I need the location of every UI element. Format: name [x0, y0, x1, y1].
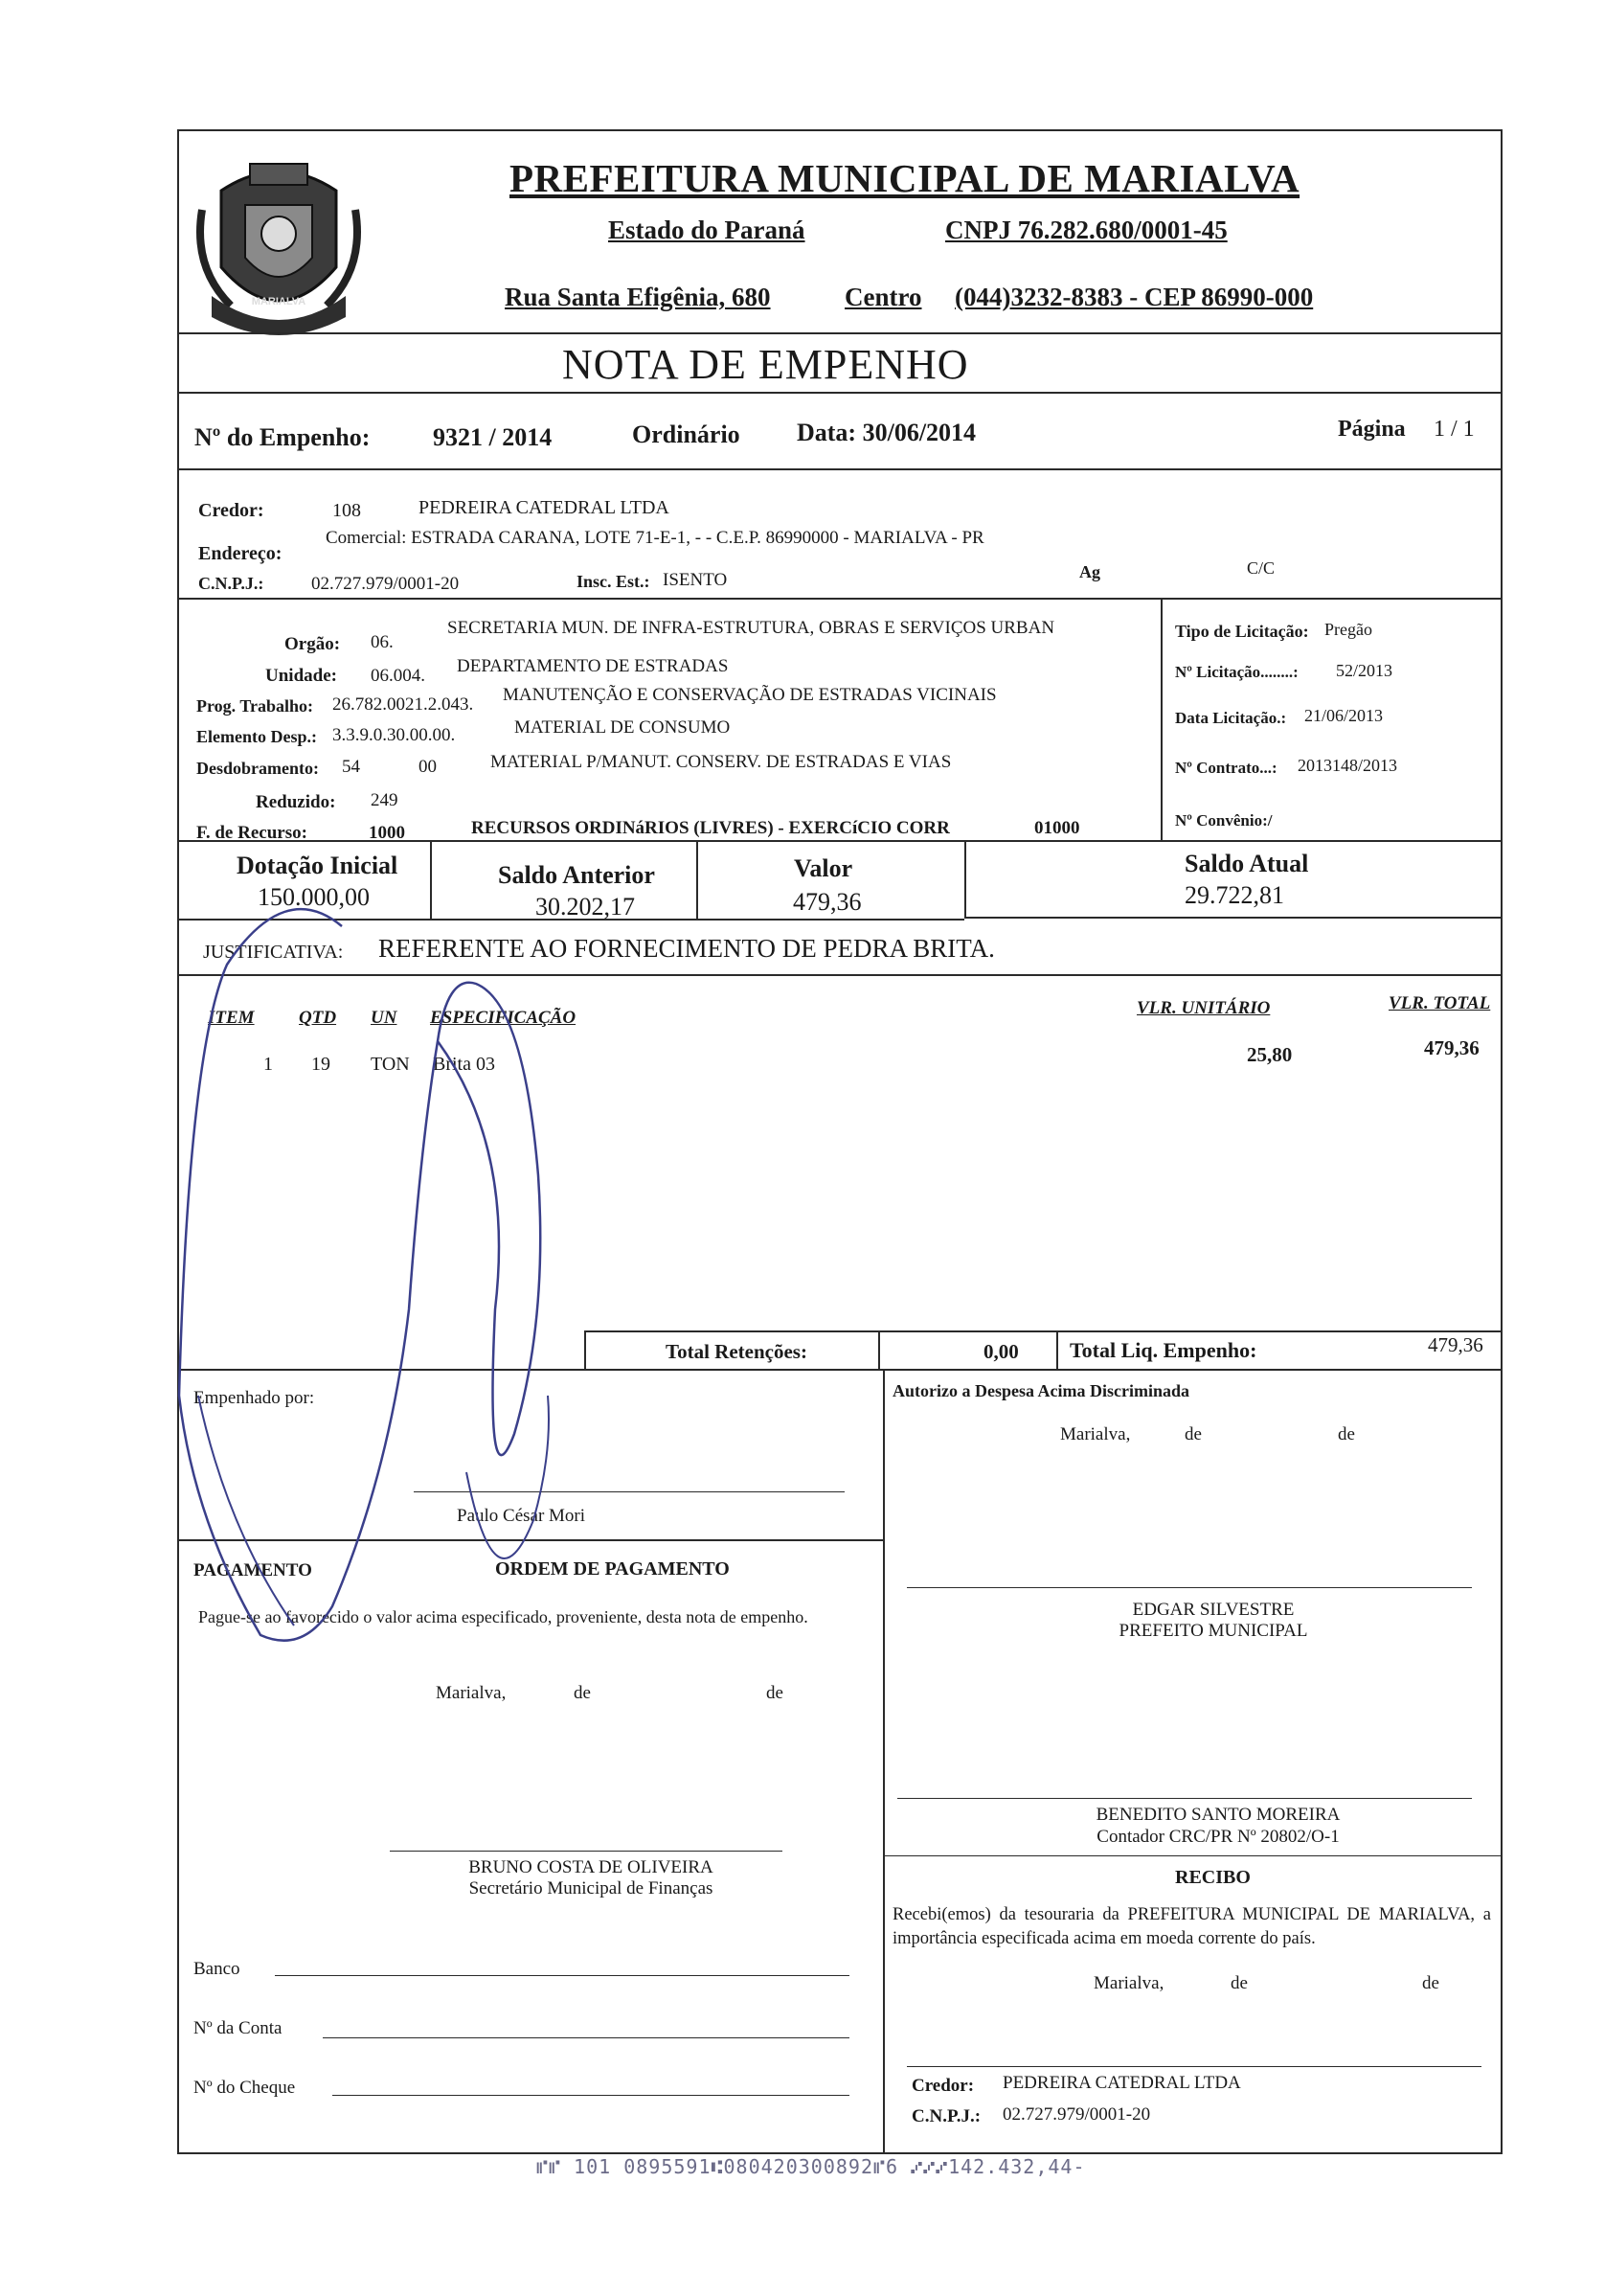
header-item: ITEM — [208, 1008, 255, 1028]
signature-line — [907, 1587, 1472, 1588]
licitacao-date: 21/06/2013 — [1304, 706, 1384, 725]
signature-line — [897, 1798, 1472, 1799]
credor-label: Credor: — [198, 500, 264, 521]
licitacao-type-label: Tipo de Licitação: — [1175, 622, 1309, 641]
row-specification: Brita 03 — [433, 1054, 495, 1075]
recibo-label: RECIBO — [1175, 1867, 1251, 1888]
contador-role: Contador CRC/PR Nº 20802/O-1 — [1096, 1827, 1340, 1847]
row-unit-value: 25,80 — [1247, 1043, 1293, 1066]
ordem-pagamento-label: ORDEM DE PAGAMENTO — [495, 1558, 730, 1580]
recurso-name: RECURSOS ORDINáRIOS (LIVRES) - EXERCíCIO CORR — [471, 818, 950, 838]
divider — [883, 1369, 885, 2152]
recurso-code: 1000 — [369, 823, 405, 843]
pagamento-de-1: de — [574, 1683, 591, 1703]
unidade-name: DEPARTAMENTO DE ESTRADAS — [457, 656, 729, 676]
pagamento-label: PAGAMENTO — [193, 1560, 312, 1580]
dotacao-value: 150.000,00 — [258, 883, 370, 911]
divider — [179, 1539, 883, 1541]
credor-name: PEDREIRA CATEDRAL LTDA — [418, 497, 669, 518]
header-unit-value: VLR. UNITÁRIO — [1137, 998, 1271, 1018]
retencoes-label: Total Retenções: — [666, 1340, 807, 1363]
autorizo-text: Autorizo a Despesa Acima Discriminada — [893, 1381, 1189, 1400]
liquid-label: Total Liq. Empenho: — [1070, 1338, 1257, 1362]
saldo-atual-value: 29.722,81 — [1185, 881, 1284, 909]
street-address: Rua Santa Efigênia, 680 — [505, 283, 771, 311]
licitacao-date-label: Data Licitação.: — [1175, 709, 1287, 727]
signature-line — [414, 1491, 845, 1492]
phone-cep: (044)3232-8383 - CEP 86990-000 — [955, 283, 1314, 311]
divider — [878, 1330, 880, 1369]
prefeito-role: PREFEITO MUNICIPAL — [1119, 1621, 1308, 1641]
recibo-text: Recebi(emos) da tesouraria da PREFEITURA MUNICIPAL DE MARIALVA, a importância especificada acima em moeda corrente do país. — [893, 1905, 1491, 1948]
saldo-atual-label: Saldo Atual — [1185, 850, 1309, 877]
autorizo-de-2: de — [1338, 1424, 1355, 1444]
autorizo-de-1: de — [1185, 1424, 1202, 1444]
footer-code: ⑈⑈ 101 0895591⑆080420300892⑈6 ⑇⑇⑇142.432,44- — [536, 2155, 1086, 2178]
pagamento-text: Pague-se ao favorecido o valor acima especificado, proveniente, desta nota de empenho. — [198, 1607, 808, 1626]
divider — [1161, 598, 1163, 840]
divider — [179, 1369, 1501, 1371]
reduzido-label: Reduzido: — [256, 792, 336, 812]
desdobramento-name: MATERIAL P/MANUT. CONSERV. DE ESTRADAS E VIAS — [490, 752, 952, 772]
crest-text: MARIALVA — [251, 296, 306, 307]
divider — [179, 392, 1501, 394]
recibo-credor: PEDREIRA CATEDRAL LTDA — [1003, 2073, 1241, 2093]
orgao-label: Orgão: — [284, 634, 341, 654]
recibo-cnpj-label: C.N.P.J.: — [912, 2106, 982, 2126]
recibo-credor-label: Credor: — [912, 2076, 975, 2096]
convenio-label: Nº Convênio:/ — [1175, 811, 1273, 830]
address-label: Endereço: — [198, 543, 283, 564]
orgao-code: 06. — [371, 632, 394, 652]
recibo-city: Marialva, — [1094, 1973, 1164, 1993]
empenho-date: Data: 30/06/2014 — [797, 419, 977, 446]
secretario-role: Secretário Municipal de Finanças — [468, 1878, 713, 1898]
divider — [964, 840, 966, 919]
divider — [584, 1330, 1501, 1332]
saldo-anterior-value: 30.202,17 — [535, 893, 635, 921]
contrato-label: Nº Contrato...: — [1175, 759, 1277, 777]
desdobramento-label: Desdobramento: — [196, 759, 319, 778]
cheque-label: Nº do Cheque — [193, 2078, 296, 2098]
recibo-de-1: de — [1231, 1973, 1248, 1993]
insc-label: Insc. Est.: — [576, 572, 650, 591]
divider — [179, 468, 1501, 470]
credor-code: 108 — [332, 500, 361, 521]
saldo-anterior-label: Saldo Anterior — [498, 861, 655, 889]
unidade-label: Unidade: — [265, 666, 337, 686]
prog-name: MANUTENÇÃO E CONSERVAÇÃO DE ESTRADAS VICINAIS — [503, 685, 997, 705]
desdobramento-code: 54 — [342, 757, 360, 777]
prog-code: 26.782.0021.2.043. — [332, 694, 474, 715]
signature-line — [907, 2066, 1481, 2067]
handwritten-signature — [170, 859, 744, 1654]
elemento-label: Elemento Desp.: — [196, 727, 317, 746]
page-label: Página — [1338, 417, 1406, 442]
empenhado-label: Empenhado por: — [193, 1388, 315, 1408]
prog-label: Prog. Trabalho: — [196, 696, 314, 716]
conta-label: Nº da Conta — [193, 2018, 283, 2038]
divider — [1056, 1330, 1058, 1369]
municipal-crest-icon — [192, 152, 365, 339]
elemento-name: MATERIAL DE CONSUMO — [514, 717, 731, 738]
credor-address: Comercial: ESTRADA CARANA, LOTE 71-E-1, - - C.E.P. 86990000 - MARIALVA - PR — [326, 528, 984, 548]
empenho-type: Ordinário — [632, 421, 740, 448]
recurso-number: 01000 — [1034, 818, 1080, 838]
conta-field[interactable] — [323, 2037, 849, 2038]
header-total-value: VLR. TOTAL — [1389, 993, 1491, 1013]
recurso-label: F. de Recurso: — [196, 823, 307, 843]
empenhado-signer: Paulo César Mori — [457, 1506, 586, 1526]
autorizo-city: Marialva, — [1060, 1424, 1131, 1444]
dotacao-label: Dotação Inicial — [237, 852, 398, 879]
licitacao-number: 52/2013 — [1336, 661, 1393, 680]
unidade-code: 06.004. — [371, 666, 425, 686]
prefeito-name: EDGAR SILVESTRE — [1132, 1600, 1295, 1620]
row-qtd: 19 — [311, 1054, 330, 1075]
signature-line — [390, 1851, 782, 1852]
agency-label: Ag — [1079, 562, 1100, 581]
liquid-value: 479,36 — [1428, 1333, 1483, 1356]
cheque-field[interactable] — [332, 2095, 849, 2096]
secretario-name: BRUNO COSTA DE OLIVEIRA — [468, 1857, 713, 1877]
divider — [179, 919, 964, 921]
municipality-cnpj: CNPJ 76.282.680/0001-45 — [945, 216, 1228, 244]
row-total-value: 479,36 — [1424, 1036, 1480, 1059]
licitacao-type: Pregão — [1324, 620, 1372, 639]
divider — [430, 840, 432, 919]
divider — [584, 1330, 586, 1369]
divider — [964, 917, 1501, 919]
pagamento-city: Marialva, — [436, 1683, 507, 1703]
valor-label: Valor — [794, 854, 853, 882]
insc-value: ISENTO — [663, 570, 728, 590]
account-label: C/C — [1247, 558, 1276, 578]
recibo-de-2: de — [1422, 1973, 1439, 1993]
header-specification: ESPECIFICAÇÃO — [430, 1008, 576, 1028]
header-qtd: QTD — [299, 1008, 337, 1028]
divider — [179, 840, 1501, 842]
credor-cnpj: 02.727.979/0001-20 — [311, 574, 460, 594]
pagamento-de-2: de — [766, 1683, 783, 1703]
licitacao-number-label: Nº Licitação........: — [1175, 663, 1299, 681]
orgao-name: SECRETARIA MUN. DE INFRA-ESTRUTURA, OBRAS E SERVIÇOS URBAN — [447, 618, 1055, 638]
divider — [179, 974, 1501, 976]
document-title: NOTA DE EMPENHO — [562, 341, 969, 388]
state-name: Estado do Paraná — [608, 216, 805, 244]
desdobramento-sub: 00 — [418, 757, 437, 777]
divider — [696, 840, 698, 919]
valor-value: 479,36 — [793, 888, 862, 916]
divider — [179, 332, 1501, 334]
justificativa-label: JUSTIFICATIVA: — [203, 942, 344, 963]
empenho-document — [177, 129, 1503, 2154]
reduzido-value: 249 — [371, 790, 398, 810]
banco-field[interactable] — [275, 1975, 849, 1976]
contador-name: BENEDITO SANTO MOREIRA — [1096, 1805, 1341, 1825]
empenho-number: 9321 / 2014 — [433, 423, 553, 451]
header-un: UN — [371, 1008, 397, 1028]
justificativa-text: REFERENTE AO FORNECIMENTO DE PEDRA BRITA. — [378, 934, 995, 963]
retencoes-value: 0,00 — [983, 1340, 1019, 1363]
divider — [179, 598, 1501, 600]
recibo-cnpj: 02.727.979/0001-20 — [1003, 2104, 1151, 2125]
divider — [883, 1855, 1501, 1856]
row-un: TON — [371, 1054, 410, 1075]
contrato-number: 2013148/2013 — [1298, 756, 1398, 775]
row-item: 1 — [263, 1054, 273, 1075]
district-name: Centro — [845, 283, 922, 311]
municipality-title: PREFEITURA MUNICIPAL DE MARIALVA — [509, 156, 1300, 200]
empenho-label: Nº do Empenho: — [194, 423, 371, 451]
banco-label: Banco — [193, 1959, 240, 1979]
page-number: 1 / 1 — [1434, 417, 1475, 442]
cnpj-label: C.N.P.J.: — [198, 574, 264, 593]
elemento-code: 3.3.9.0.30.00.00. — [332, 725, 456, 745]
